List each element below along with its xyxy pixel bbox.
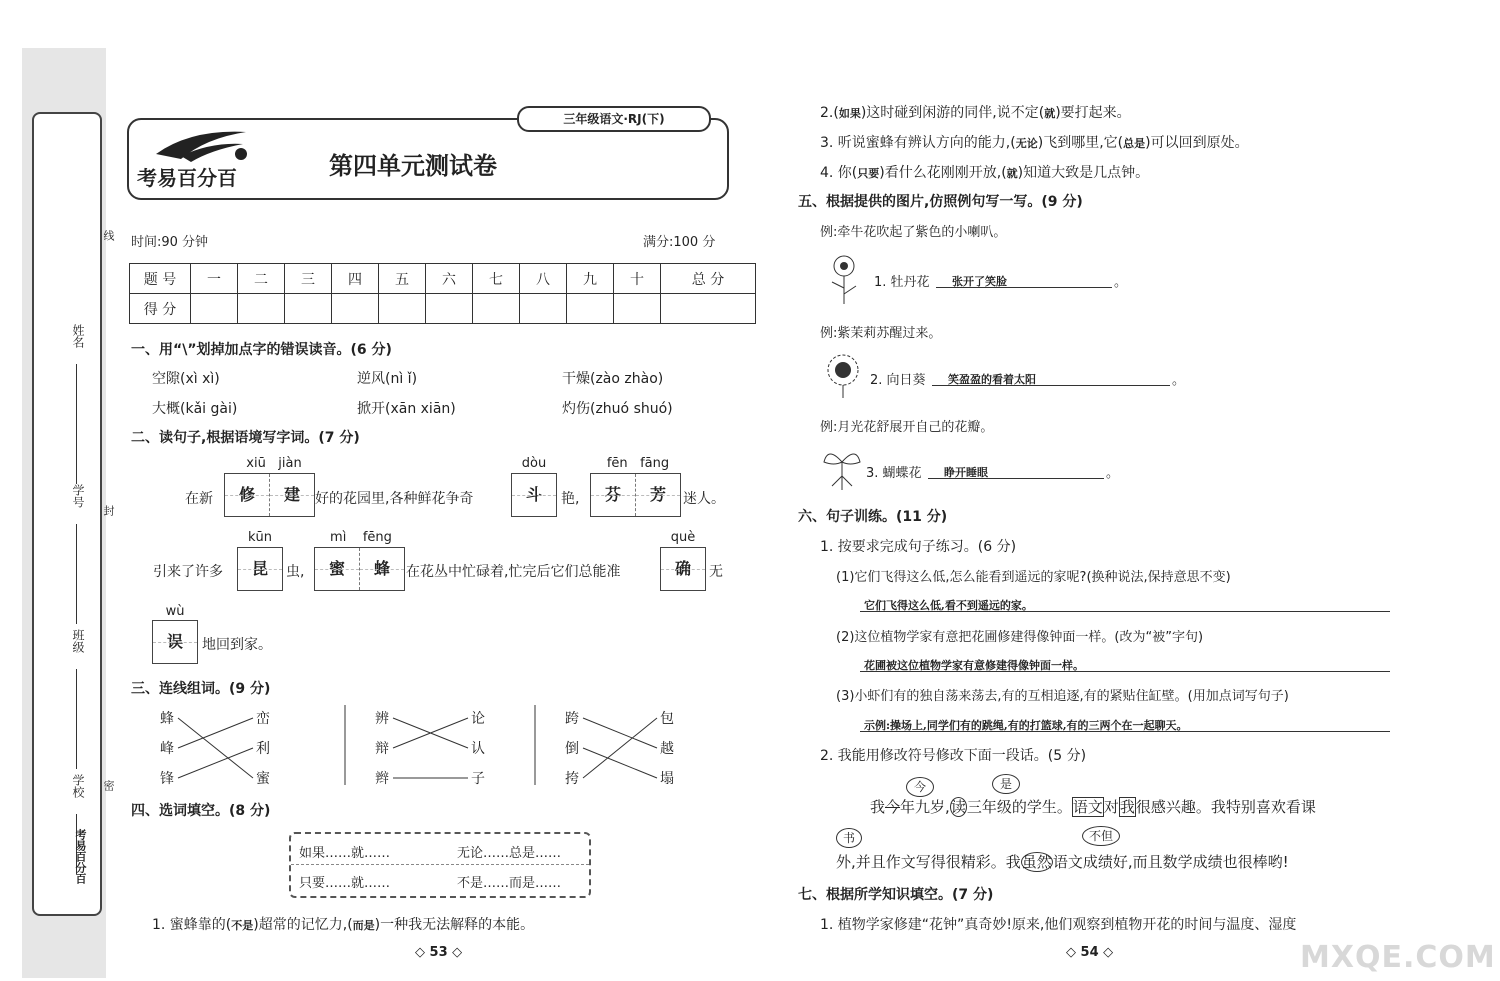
match-right: 塌 xyxy=(660,771,674,787)
char-cell: 昆 xyxy=(238,548,282,590)
q2-text: 引来了许多 xyxy=(153,564,223,580)
word-bank-item: 不是……而是…… xyxy=(457,876,562,891)
cut-mark-2: 封 xyxy=(102,505,115,516)
q1-item: 空隙(xì xì) xyxy=(152,371,220,387)
q5-example: 例:月光花舒展开自己的花瓣。 xyxy=(820,420,994,435)
q4-sentence-2: 2.(如果)这时碰到闲游的同伴,说不定(就)要打起来。 xyxy=(820,105,1131,121)
q2-text: 虫, xyxy=(286,564,305,580)
q6-title: 六、句子训练。(11 分) xyxy=(798,509,948,525)
match-line xyxy=(178,718,253,748)
match-left: 蜂 xyxy=(160,711,174,727)
char-cell: 修 xyxy=(225,474,269,516)
q6-prompt: (3)小虾们有的独自荡来荡去,有的互相追逐,有的紧贴住缸壁。(用加点词写句子) xyxy=(836,689,1289,704)
match-left: 跨 xyxy=(565,711,579,727)
q1-item: 掀开(xān xiān) xyxy=(357,401,456,417)
match-right: 包 xyxy=(660,711,674,727)
match-line xyxy=(583,718,657,748)
binding-brand: 考易百分百 xyxy=(74,829,87,884)
q5-title: 五、根据提供的图片,仿照例句写一写。(9 分) xyxy=(798,194,1083,210)
score-row-label: 得 分 xyxy=(130,294,191,324)
q5-example: 例:紫茉莉苏醒过来。 xyxy=(820,326,942,341)
score-header-cell: 九 xyxy=(567,264,614,294)
q2-text: 在花丛中忙碌着,忙完后它们总能准 xyxy=(406,564,621,580)
q6-answer-line: 它们飞得这么低,看不到遥远的家。 xyxy=(860,594,1390,612)
score-header-cell: 题 号 xyxy=(130,264,191,294)
match-lines xyxy=(0,0,760,800)
match-left: 倒 xyxy=(565,741,579,757)
q4-sentence-3: 3. 听说蜜蜂有辨认方向的能力,(无论)飞到哪里,它(总是)可以回到原处。 xyxy=(820,135,1249,151)
q5-item: 2. 向日葵 xyxy=(870,373,926,388)
q2-text: 好的花园里,各种鲜花争奇 xyxy=(315,491,474,507)
match-line xyxy=(178,718,253,778)
school-label: 学校 xyxy=(71,774,85,798)
q2-text: 艳, xyxy=(561,491,580,507)
match-line xyxy=(583,718,657,778)
score-header-cell: 总 分 xyxy=(661,264,756,294)
match-right: 子 xyxy=(471,771,485,787)
score-header-cell: 六 xyxy=(426,264,473,294)
score-header-cell: 七 xyxy=(473,264,520,294)
match-line xyxy=(583,748,657,778)
q4-sentence-1: 1. 蜜蜂靠的(不是)超常的记忆力,(而是)一种我无法解释的本能。 xyxy=(152,917,535,933)
q6-prompt: (1)它们飞得这么低,怎么能看到遥远的家呢?(换种说法,保持意思不变) xyxy=(836,570,1231,585)
q6-sub2: 2. 我能用修改符号修改下面一段话。(5 分) xyxy=(820,748,1087,764)
q6-prompt: (2)这位植物学家有意把花圃修建得像钟面一样。(改为“被”字句) xyxy=(836,630,1204,645)
char-cell: 蜜 xyxy=(315,548,359,590)
sunflower-icon xyxy=(818,348,868,398)
score-header-cell: 四 xyxy=(332,264,379,294)
match-right: 利 xyxy=(256,741,270,757)
period: 。 xyxy=(1114,275,1128,290)
q7-title: 七、根据所学知识填空。(7 分) xyxy=(798,887,994,903)
pinyin: xiū jiàn xyxy=(246,456,302,471)
q6-sub1: 1. 按要求完成句子练习。(6 分) xyxy=(820,539,1017,555)
q4-title: 四、选词填空。(8 分) xyxy=(131,803,271,819)
match-left: 锋 xyxy=(160,771,174,787)
q3-title: 三、连线组词。(9 分) xyxy=(131,681,271,697)
char-cell: 芬 xyxy=(591,474,635,516)
q1-item: 灼伤(zhuó shuó) xyxy=(562,401,673,417)
q6-answer-line: 示例:操场上,同学们有的跳绳,有的打篮球,有的三两个在一起聊天。 xyxy=(860,714,1390,732)
q2-text: 在新 xyxy=(185,491,213,507)
match-left: 辫 xyxy=(375,771,389,787)
pinyin: mì fēng xyxy=(330,530,392,545)
q2-title: 二、读句子,根据语境写字词。(7 分) xyxy=(131,430,360,446)
match-right: 论 xyxy=(471,711,485,727)
match-right: 蜜 xyxy=(256,771,270,787)
score-header-cell: 五 xyxy=(379,264,426,294)
q5-answer-line: 睁开睡眼 xyxy=(928,461,1104,479)
char-cell: 芳 xyxy=(635,474,680,516)
q5-item: 1. 牡丹花 xyxy=(874,275,930,290)
score-header-cell: 十 xyxy=(614,264,661,294)
full-score-info: 满分:100 分 xyxy=(643,235,716,250)
editing-line-2: 外,并且作文写得很精彩。我虽然语文成绩好,而且数学成绩也很棒哟! xyxy=(836,853,1289,871)
correction-mark: 今 xyxy=(906,777,934,797)
q4-sentence-4: 4. 你(只要)看什么花刚刚开放,(就)知道大致是几点钟。 xyxy=(820,165,1150,181)
match-line xyxy=(178,748,253,778)
score-header-cell: 八 xyxy=(520,264,567,294)
match-left: 峰 xyxy=(160,741,174,757)
score-header-cell: 一 xyxy=(191,264,238,294)
correction-mark: 是 xyxy=(992,774,1020,794)
match-right: 认 xyxy=(471,741,485,757)
watermark: MXQE.COM xyxy=(1300,940,1496,975)
correction-mark: 不但 xyxy=(1082,826,1120,846)
char-cell: 蜂 xyxy=(359,548,404,590)
pinyin: kūn xyxy=(247,530,272,545)
cut-mark-1: 线 xyxy=(102,230,115,241)
char-cell: 斗 xyxy=(512,474,556,516)
q5-example: 例:牵牛花吹起了紫色的小喇叭。 xyxy=(820,225,1007,240)
score-header-cell: 二 xyxy=(238,264,285,294)
q2-text: 迷人。 xyxy=(683,491,725,507)
peony-icon xyxy=(820,250,868,306)
match-left: 挎 xyxy=(565,771,579,787)
q7-sentence: 1. 植物学家修建“花钟”真奇妙!原来,他们观察到植物开花的时间与温度、湿度 xyxy=(820,917,1297,933)
q5-answer-line: 笑盈盈的看着太阳 xyxy=(932,368,1170,386)
match-right: 峦 xyxy=(256,711,270,727)
grade-pill: 三年级语文·RJ(下) xyxy=(517,106,711,132)
page-number-left: ◇ 53 ◇ xyxy=(415,945,463,960)
page-number-right: ◇ 54 ◇ xyxy=(1066,945,1114,960)
match-left: 辩 xyxy=(375,741,389,757)
word-bank-item: 如果……就…… xyxy=(299,846,391,861)
time-info: 时间:90 分钟 xyxy=(131,235,209,250)
page-title: 第四单元测试卷 xyxy=(329,152,497,180)
word-bank-item: 无论……总是…… xyxy=(457,846,562,861)
word-bank-item: 只要……就…… xyxy=(299,876,391,891)
q1-title: 一、用“\”划掉加点字的错误读音。(6 分) xyxy=(131,342,392,358)
correction-mark: 书 xyxy=(836,828,862,848)
pinyin: què xyxy=(670,530,696,545)
word-bank-divider xyxy=(291,864,589,865)
q5-item: 3. 蝴蝶花 xyxy=(866,466,922,481)
cut-mark-3: 密 xyxy=(102,780,115,791)
char-cell: 误 xyxy=(153,621,197,663)
name-label: 姓名 xyxy=(71,324,85,348)
editing-line-1: 我今年九岁,读三年级的学生。语文对我很感兴趣。我特别喜欢看课 xyxy=(870,798,1316,816)
char-cell: 建 xyxy=(269,474,314,516)
id-label: 学号 xyxy=(71,484,85,508)
q1-item: 干燥(zào zhào) xyxy=(562,371,664,387)
pinyin: dòu xyxy=(521,456,547,471)
char-cell: 确 xyxy=(661,548,705,590)
q5-answer-line: 张开了笑脸 xyxy=(936,270,1112,288)
q2-text: 无 xyxy=(709,564,723,580)
word-bank xyxy=(289,832,591,898)
pinyin: wù xyxy=(165,604,185,619)
pinyin: fēn fāng xyxy=(606,456,670,471)
q2-text: 地回到家。 xyxy=(202,637,272,653)
period: 。 xyxy=(1106,466,1120,481)
q1-item: 逆风(nì ǐ) xyxy=(357,371,418,387)
q1-item: 大概(kǎi gài) xyxy=(152,401,238,417)
period: 。 xyxy=(1172,373,1186,388)
score-header-cell: 三 xyxy=(285,264,332,294)
match-right: 越 xyxy=(660,741,674,757)
brand-name: 考易百分百 xyxy=(137,166,237,190)
match-left: 辨 xyxy=(375,711,389,727)
butterfly-flower-icon xyxy=(820,442,864,492)
q6-answer-line: 花圃被这位植物学家有意修建得像钟面一样。 xyxy=(860,654,1390,672)
class-label: 班级 xyxy=(71,629,85,653)
